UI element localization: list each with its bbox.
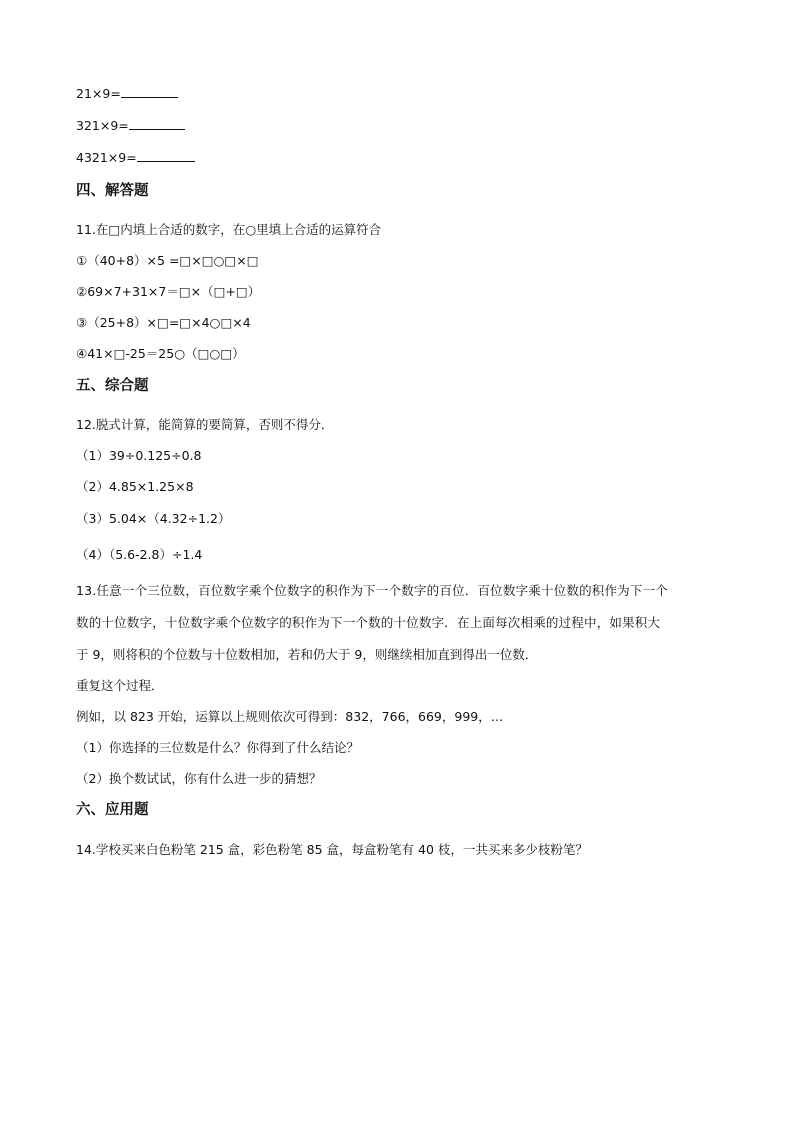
question-13-line-1: 13.任意一个三位数，百位数字乘个位数字的积作为下一个数字的百位．百位数字乘十位数的积作为下一个 bbox=[76, 583, 668, 598]
expression: 4321×9= bbox=[76, 150, 137, 165]
question-12-stem: 12.脱式计算，能简算的要简算，否则不得分． bbox=[76, 417, 334, 432]
question-11-stem: 11.在□内填上合适的数字，在○里填上合适的运算符合 bbox=[76, 222, 382, 237]
expression: 21×9= bbox=[76, 86, 121, 101]
blank-line-2 bbox=[76, 118, 185, 134]
section-heading-6: 六、应用题 bbox=[76, 802, 149, 818]
section-heading-5: 五、综合题 bbox=[76, 378, 149, 394]
question-13-line-5: 例如，以 823 开始，运算以上规则依次可得到：832，766，669，999，… bbox=[76, 709, 504, 724]
answer-blank[interactable] bbox=[121, 86, 178, 98]
blank-line-1 bbox=[76, 86, 178, 102]
section-heading-4: 四、解答题 bbox=[76, 183, 149, 199]
question-13-line-4: 重复这个过程． bbox=[76, 678, 164, 693]
question-12-item-3: （3）5.04×（4.32÷1.2） bbox=[76, 511, 231, 526]
question-11-item-2: ②69×7+31×7＝□×（□+□） bbox=[76, 284, 261, 299]
question-12-item-2: （2）4.85×1.25×8 bbox=[76, 479, 194, 494]
question-14: 14.学校买来白色粉笔 215 盒，彩色粉笔 85 盒，每盒粉笔有 40 枝，一共买来多少枝粉笔？ bbox=[76, 842, 588, 857]
question-11-item-4: ④41×□-25＝25○（□○□） bbox=[76, 346, 245, 361]
question-12-item-4: （4）（5.6-2.8）÷1.4 bbox=[76, 547, 203, 562]
question-13-line-6: （1）你选择的三位数是什么？你得到了什么结论？ bbox=[76, 740, 359, 755]
question-11-item-1: ①（40+8）×5 =□×□○□×□ bbox=[76, 253, 259, 268]
question-11-item-3: ③（25+8）×□=□×4○□×4 bbox=[76, 315, 251, 330]
question-13-line-3: 于 9，则将积的个位数与十位数相加，若和仍大于 9，则继续相加直到得出一位数． bbox=[76, 647, 538, 662]
blank-line-3 bbox=[76, 150, 195, 166]
question-12-item-1: （1）39÷0.125÷0.8 bbox=[76, 448, 202, 463]
expression: 321×9= bbox=[76, 118, 129, 133]
question-13-line-7: （2）换个数试试，你有什么进一步的猜想？ bbox=[76, 771, 322, 786]
question-13-line-2: 数的十位数字，十位数字乘个位数字的积作为下一个数的十位数字．在上面每次相乘的过程中，如果积大 bbox=[76, 615, 661, 630]
answer-blank[interactable] bbox=[129, 118, 185, 130]
answer-blank[interactable] bbox=[137, 150, 195, 162]
